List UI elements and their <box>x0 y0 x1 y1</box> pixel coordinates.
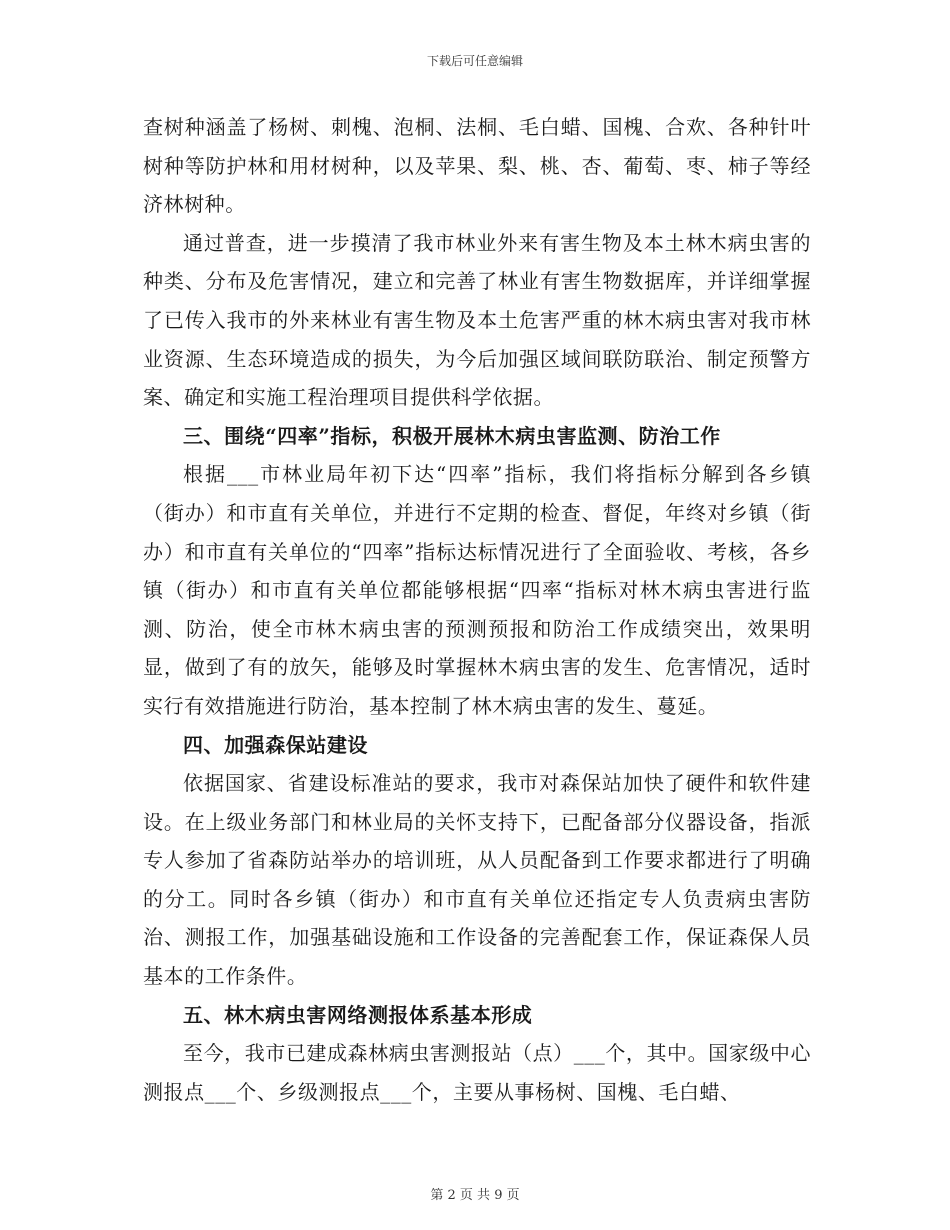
paragraph-tree-species: 查树种涵盖了杨树、刺槐、泡桐、法桐、毛白蜡、国槐、合欢、各种针叶树种等防护林和用材树种，以及苹果、梨、桃、杏、葡萄、枣、柿子等经济林树种。 <box>143 115 811 217</box>
paragraph-four-rates: 根据___市林业局年初下达“四率”指标，我们将指标分解到各乡镇（街办）和市直有关单位，并进行不定期的检查、督促，年终对乡镇（街办）和市直有关单位的“四率”指标达标情况进行了全面验收、考核，各乡镇（街办）和市直有关单位都能够根据“四率“指标对林木病虫害进行监测、防治，使全市林木病虫害的预测预报和防治工作成绩突出，效果明显，做到了有的放矢，能够及时掌握林木病虫害的发生、危害情况，适时实行有效措施进行防治，基本控制了林木病虫害的发生、蔓延。 <box>143 462 811 718</box>
section-heading-three: 三、围绕“四率”指标，积极开展林木病虫害监测、防治工作 <box>183 423 721 448</box>
section-heading-four: 四、加强森保站建设 <box>183 732 368 757</box>
paragraph-survey-results: 通过普查，进一步摸清了我市林业外来有害生物及本土林木病虫害的种类、分布及危害情况，建立和完善了林业有害生物数据库，并详细掌握了已传入我市的外来林业有害生物及本土危害严重的林木病虫害对我市林业资源、生态环境造成的损失，为今后加强区域间联防联治、制定预警方案、确定和实施工程治理项目提供科学依据。 <box>143 230 811 410</box>
document-body <box>143 108 811 1111</box>
paragraph-monitoring-network: 至今，我市已建成森林病虫害测报站（点）___个，其中。国家级中心测报点___个、乡级测报点___个，主要从事杨树、国槐、毛白蜡、 <box>143 1041 811 1104</box>
page-number: 第 2 页 共 9 页 <box>430 1188 520 1203</box>
page-header: 下载后可任意编辑 <box>426 54 523 68</box>
paragraph-station-construction: 依据国家、省建设标准站的要求，我市对森保站加快了硬件和软件建设。在上级业务部门和林业局的关怀支持下，已配备部分仪器设备，指派专人参加了省森防站举办的培训班，从人员配备到工作要求都进行了明确的分工。同时各乡镇（街办）和市直有关单位还指定专人负责病虫害防治、测报工作，加强基础设施和工作设备的完善配套工作，保证森保人员基本的工作条件。 <box>143 771 811 989</box>
section-heading-five: 五、林木病虫害网络测报体系基本形成 <box>183 1002 533 1027</box>
